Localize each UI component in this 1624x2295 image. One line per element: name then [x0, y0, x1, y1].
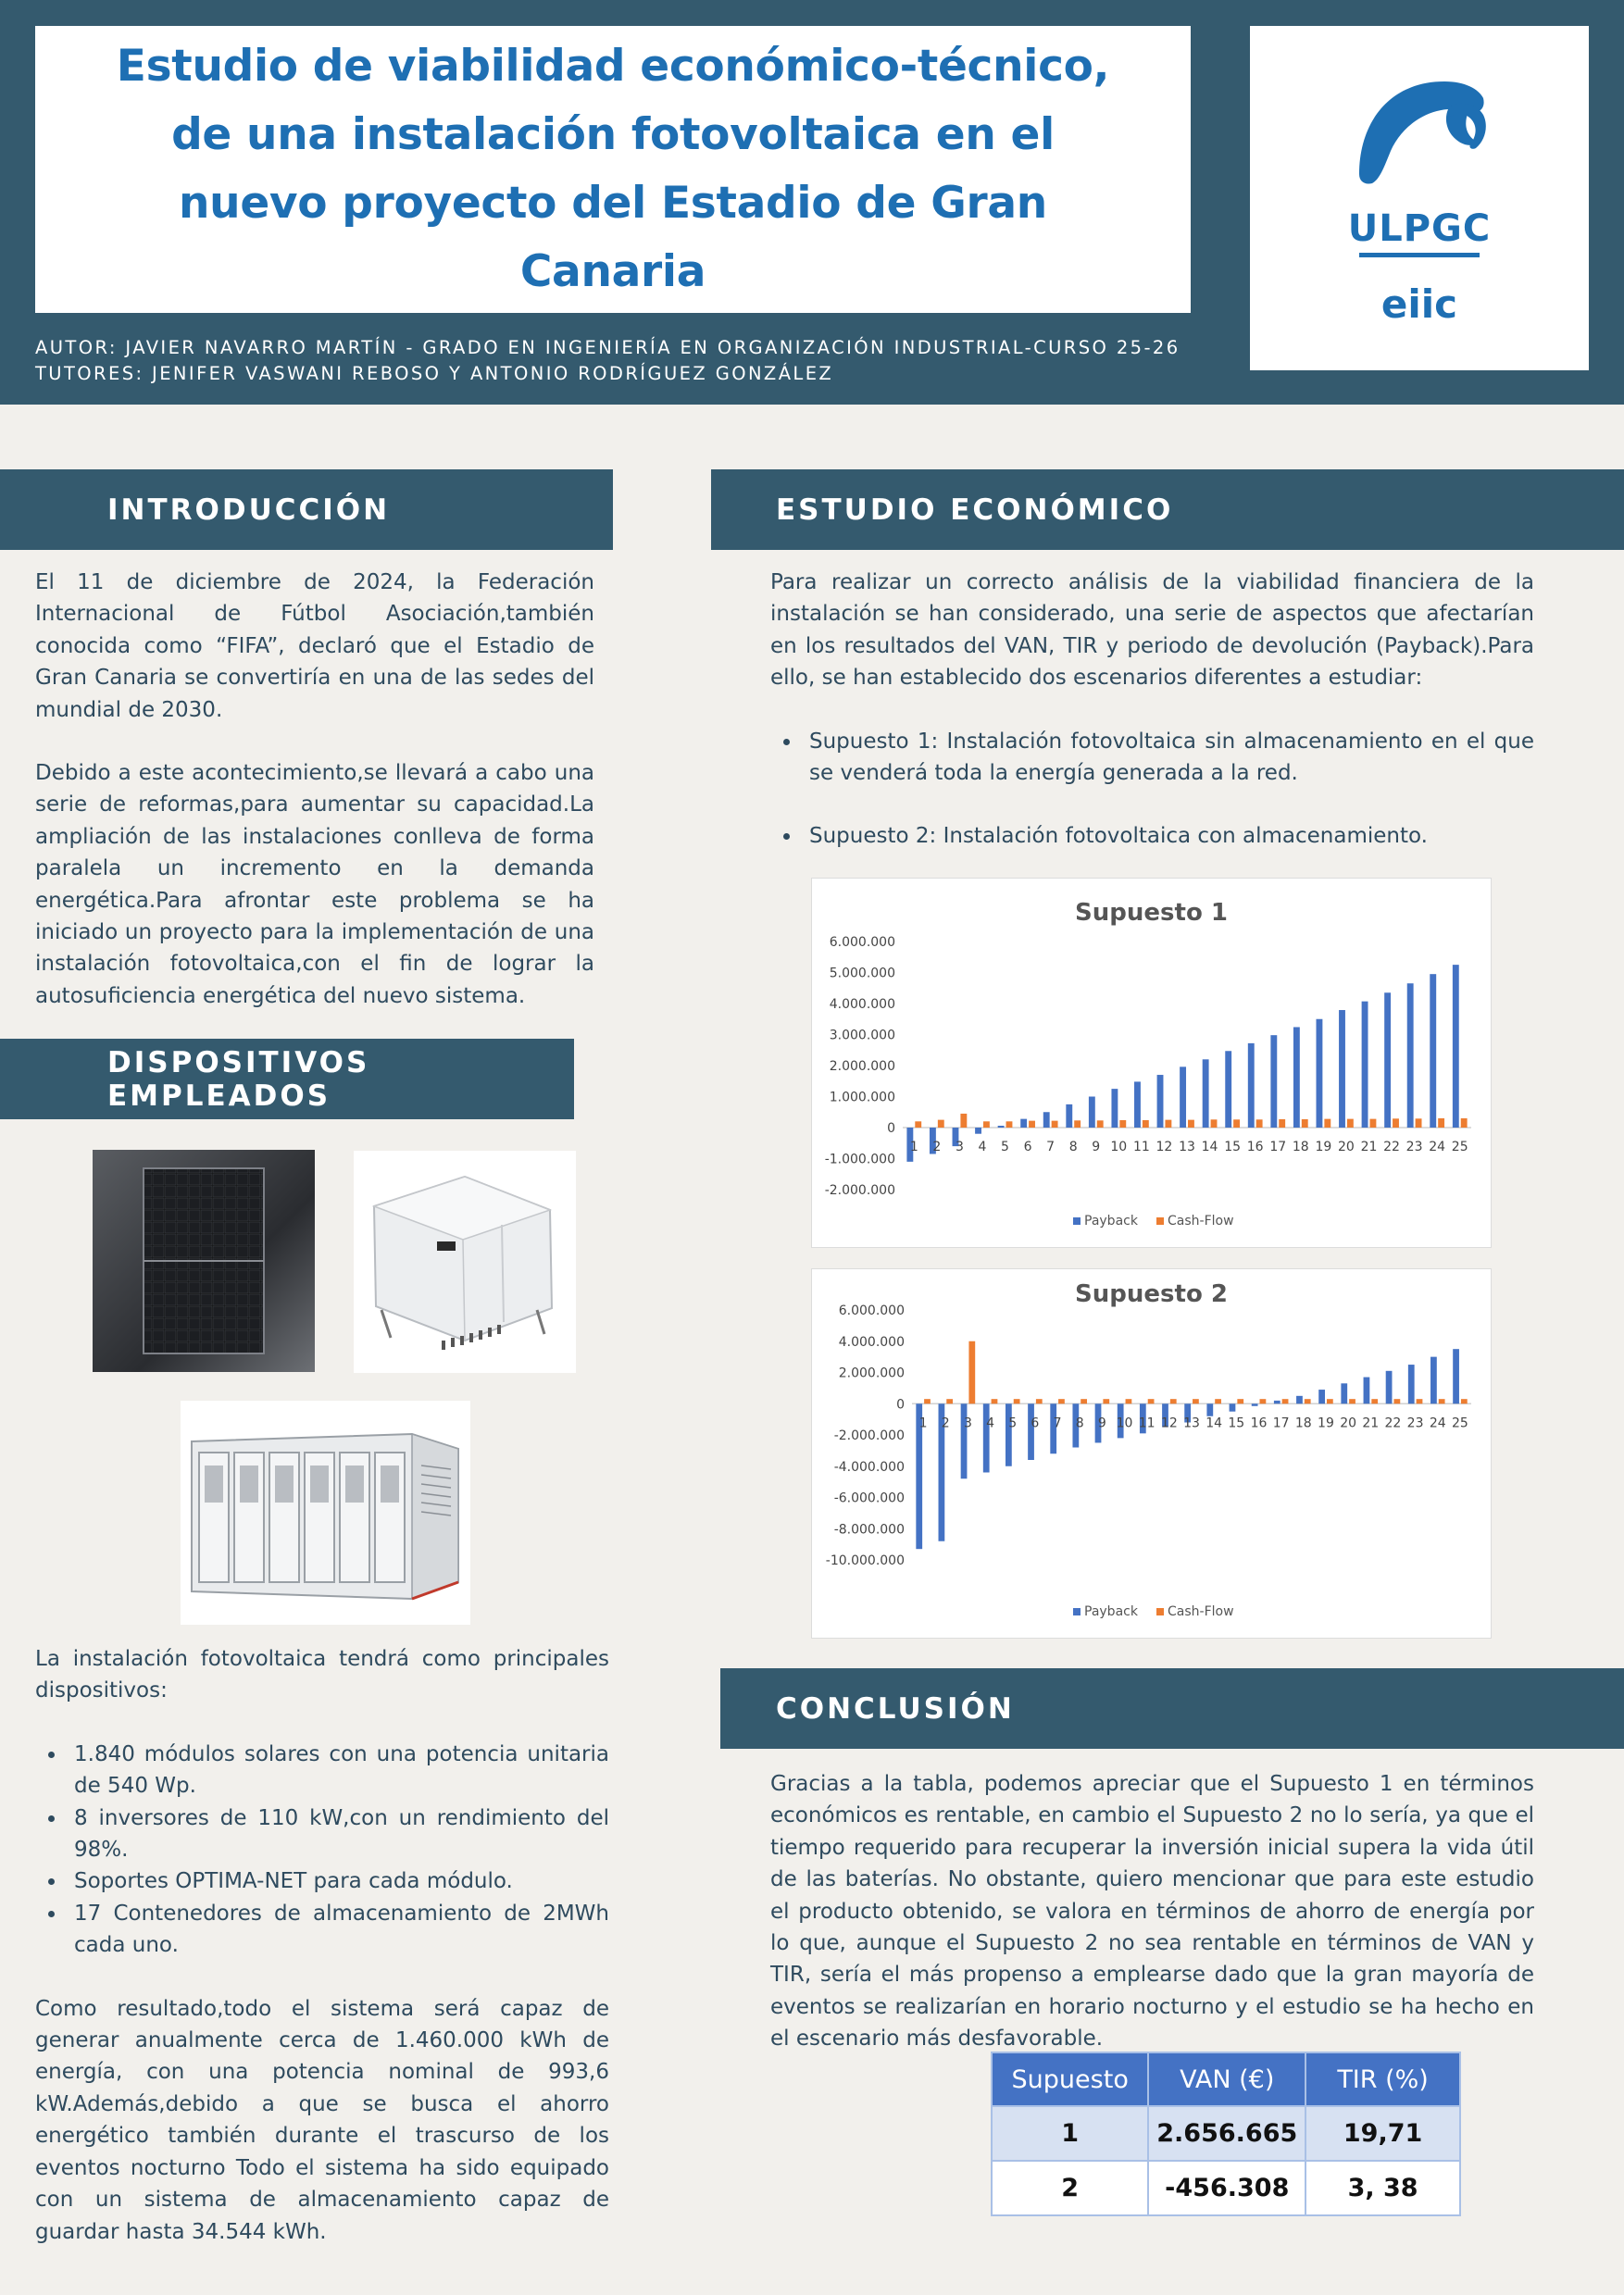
cashflow-bar [1393, 1399, 1400, 1403]
x-tick-label: 15 [1224, 1140, 1242, 1154]
y-tick-label: -10.000.000 [825, 1553, 905, 1568]
cashflow-bar [1279, 1119, 1285, 1128]
x-tick-label: 20 [1338, 1140, 1355, 1154]
devices-list [35, 1739, 609, 1962]
legend-label: Payback [1084, 1604, 1138, 1619]
economic-heading: ESTUDIO ECONÓMICO [776, 493, 1174, 527]
x-tick-label: 18 [1292, 1140, 1309, 1154]
cashflow-bar [1211, 1119, 1218, 1128]
cashflow-bar [1461, 1399, 1468, 1403]
payback-bar [1362, 1002, 1368, 1128]
x-tick-label: 22 [1383, 1140, 1400, 1154]
payback-bar [1225, 1051, 1231, 1128]
payback-bar [1230, 1403, 1236, 1411]
payback-bar [998, 1126, 1005, 1128]
legend-label: Cash-Flow [1168, 1604, 1234, 1619]
payback-bar [1364, 1378, 1370, 1404]
y-tick-label: 2.000.000 [829, 1059, 895, 1074]
device-item: 1.840 módulos solares con una potencia unitaria de 540 Wp. [35, 1739, 609, 1802]
y-tick-label: -1.000.000 [824, 1152, 895, 1167]
solar-panel-icon [93, 1150, 315, 1372]
x-tick-label: 7 [1053, 1416, 1062, 1431]
y-tick-label: 6.000.000 [838, 1303, 905, 1318]
devices-intro: La instalación fotovoltaica tendrá como principales dispositivos: [35, 1647, 609, 1703]
table-header-row [992, 2052, 1460, 2106]
payback-bar [1252, 1403, 1258, 1406]
cashflow-bar [1119, 1120, 1126, 1128]
battery-container-icon [181, 1401, 470, 1625]
y-tick-label: 4.000.000 [829, 997, 895, 1012]
payback-bar [1408, 1365, 1415, 1403]
payback-bar [1206, 1403, 1213, 1416]
cashflow-bar [924, 1399, 931, 1403]
ulpgc-logo [1250, 26, 1589, 370]
chart-2-title: Supuesto 2 [1075, 1280, 1228, 1308]
payback-bar [1203, 1059, 1209, 1128]
x-tick-label: 15 [1228, 1416, 1245, 1431]
economic-heading-bar [711, 469, 1624, 550]
x-tick-label: 14 [1206, 1416, 1223, 1431]
legend-label: Cash-Flow [1168, 1214, 1234, 1229]
x-tick-label: 8 [1075, 1416, 1084, 1431]
payback-bar [1043, 1112, 1050, 1128]
x-tick-label: 18 [1294, 1416, 1312, 1431]
devices-text [35, 1643, 609, 2248]
cashflow-bar [992, 1399, 998, 1403]
x-tick-label: 13 [1179, 1140, 1195, 1154]
y-tick-label: 3.000.000 [829, 1028, 895, 1043]
x-tick-label: 11 [1132, 1140, 1150, 1154]
y-tick-label: -2.000.000 [824, 1183, 895, 1198]
payback-bar [983, 1403, 990, 1472]
x-tick-label: 10 [1110, 1140, 1128, 1154]
payback-bar [1341, 1383, 1347, 1403]
x-tick-label: 10 [1116, 1416, 1133, 1431]
authors-block [35, 335, 1202, 387]
cashflow-bar [1215, 1399, 1221, 1403]
chart-plot [812, 879, 1493, 1249]
payback-bar [1134, 1081, 1141, 1128]
payback-bar [1386, 1371, 1393, 1403]
payback-bar [1028, 1403, 1034, 1460]
scenario-item-2: Supuesto 2: Instalación fotovoltaica con almacenamiento. [770, 820, 1534, 852]
x-tick-label: 6 [1031, 1416, 1040, 1431]
cashflow-bar [946, 1399, 953, 1403]
x-tick-label: 17 [1269, 1140, 1287, 1154]
solar-panel-image [93, 1150, 315, 1372]
scenario-item-1: Supuesto 1: Instalación fotovoltaica sin almacenamiento en el que se venderá toda la energía generada a la red. [770, 726, 1534, 790]
table-header: TIR (%) [1305, 2052, 1460, 2106]
table-cell: 1 [992, 2106, 1148, 2161]
x-tick-label: 19 [1318, 1416, 1334, 1431]
x-tick-label: 9 [1092, 1140, 1101, 1154]
x-tick-label: 17 [1272, 1416, 1290, 1431]
x-tick-label: 23 [1405, 1140, 1423, 1154]
cashflow-bar [960, 1114, 967, 1128]
scenario-list [770, 726, 1534, 853]
payback-bar [1020, 1119, 1027, 1128]
payback-bar [1293, 1027, 1300, 1128]
cashflow-bar [1148, 1399, 1155, 1403]
cashflow-bar [1324, 1119, 1330, 1128]
author-line: AUTOR: JAVIER NAVARRO MARTÍN - GRADO EN INGENIERÍA EN ORGANIZACIÓN INDUSTRIAL-CURSO 25-26 [35, 337, 1181, 358]
cashflow-bar [1058, 1399, 1065, 1403]
cashflow-bar [1256, 1119, 1263, 1128]
payback-bar [1296, 1396, 1303, 1403]
legend-swatch [1073, 1217, 1081, 1225]
y-tick-label: 1.000.000 [829, 1090, 895, 1105]
x-tick-label: 21 [1360, 1140, 1378, 1154]
chart-1-title: Supuesto 1 [1075, 899, 1228, 927]
table-cell: -456.308 [1148, 2161, 1305, 2215]
cashflow-bar [1029, 1121, 1035, 1128]
y-tick-label: 6.000.000 [829, 935, 895, 950]
x-tick-label: 13 [1183, 1416, 1200, 1431]
legend-swatch [1156, 1217, 1164, 1225]
title-box [35, 26, 1191, 313]
economic-paragraph: Para realizar un correcto análisis de la viabilidad financiera de la instalación se han considerado, una serie de aspectos que afectarían en los resultados del VAN, TIR y periodo de devolución (Payback).Para ello, se han establecido dos escenarios diferentes a estudiar: [770, 570, 1534, 691]
x-tick-label: 16 [1250, 1416, 1268, 1431]
y-tick-label: 2.000.000 [838, 1366, 905, 1381]
y-tick-label: -2.000.000 [833, 1428, 905, 1443]
battery-container-image [181, 1401, 470, 1625]
payback-bar [1111, 1089, 1118, 1128]
y-tick-label: 0 [887, 1121, 895, 1136]
table-cell: 19,71 [1305, 2106, 1460, 2161]
x-tick-label: 24 [1429, 1416, 1446, 1431]
header-banner [0, 0, 1624, 405]
cashflow-bar [915, 1121, 921, 1128]
y-tick-label: -8.000.000 [833, 1522, 905, 1538]
chart-supuesto-2 [811, 1268, 1492, 1639]
intro-heading-bar [0, 469, 613, 550]
x-tick-label: 16 [1246, 1140, 1264, 1154]
payback-bar [1317, 1019, 1323, 1128]
cashflow-bar [1193, 1399, 1199, 1403]
payback-bar [1453, 965, 1459, 1128]
x-tick-label: 9 [1097, 1416, 1106, 1431]
x-tick-label: 12 [1160, 1416, 1178, 1431]
legend-swatch [1073, 1608, 1081, 1615]
cashflow-bar [1188, 1120, 1194, 1128]
cashflow-bar [1347, 1119, 1354, 1128]
cashflow-bar [1438, 1118, 1444, 1128]
payback-bar [1407, 983, 1414, 1128]
cashflow-bar [1305, 1399, 1311, 1403]
x-tick-label: 1 [918, 1416, 928, 1431]
logo-text: ULPGC [1347, 207, 1492, 250]
x-tick-label: 20 [1340, 1416, 1357, 1431]
y-tick-label: 4.000.000 [838, 1334, 905, 1350]
cashflow-bar [1233, 1119, 1240, 1128]
ulpgc-emblem-icon [1250, 26, 1589, 370]
cashflow-bar [1416, 1118, 1422, 1128]
cashflow-bar [968, 1341, 975, 1404]
table-cell: 3, 38 [1305, 2161, 1460, 2215]
cashflow-bar [1349, 1399, 1355, 1403]
payback-bar [1066, 1104, 1072, 1128]
logo-subtext: eiic [1380, 281, 1458, 327]
devices-heading: DISPOSITIVOS EMPLEADOS [107, 1045, 370, 1113]
cashflow-bar [1327, 1399, 1333, 1403]
results-table [991, 2052, 1461, 2216]
cashflow-bar [1097, 1120, 1104, 1128]
y-tick-label: -4.000.000 [833, 1459, 905, 1475]
table-row [992, 2161, 1460, 2215]
table-cell: 2.656.665 [1148, 2106, 1305, 2161]
poster-title: Estudio de viabilidad económico-técnico, de una instalación fotovoltaica en el nuevo proyecto del Estadio de Gran Canaria [116, 41, 1110, 297]
x-tick-label: 25 [1452, 1416, 1468, 1431]
x-tick-label: 23 [1406, 1416, 1424, 1431]
x-tick-label: 5 [1001, 1140, 1009, 1154]
payback-bar [975, 1128, 981, 1134]
chart-plot [812, 1269, 1493, 1640]
inverter-icon [354, 1151, 576, 1373]
table-header: Supuesto [992, 2052, 1148, 2106]
x-tick-label: 2 [941, 1416, 950, 1431]
payback-bar [1384, 992, 1391, 1128]
cashflow-bar [1052, 1121, 1058, 1128]
cashflow-bar [1006, 1121, 1013, 1128]
intro-paragraph-1: El 11 de diciembre de 2024, la Federación Internacional de Fútbol Asociación,también conocida como “FIFA”, declaró que el Estadio de Gran Canaria se convertiría en una de las sedes del mundial de 2030. [35, 570, 594, 722]
x-tick-label: 1 [909, 1140, 918, 1154]
x-tick-label: 22 [1384, 1416, 1402, 1431]
tutors-line: TUTORES: JENIFER VASWANI REBOSO Y ANTONIO RODRÍGUEZ GONZÁLEZ [35, 363, 834, 384]
table-row [992, 2106, 1460, 2161]
x-tick-label: 12 [1156, 1140, 1173, 1154]
cashflow-bar [1369, 1119, 1376, 1128]
device-item: 8 inversores de 110 kW,con un rendimiento del 98%. [35, 1802, 609, 1866]
cashflow-bar [1036, 1399, 1043, 1403]
x-tick-label: 3 [955, 1140, 964, 1154]
devices-heading-bar [0, 1039, 574, 1119]
payback-bar [1274, 1401, 1280, 1403]
x-tick-label: 24 [1429, 1140, 1446, 1154]
conclusion-heading-bar [720, 1668, 1624, 1749]
x-tick-label: 6 [1023, 1140, 1032, 1154]
cashflow-bar [1165, 1120, 1171, 1128]
device-item: Soportes OPTIMA-NET para cada módulo. [35, 1865, 609, 1897]
legend-swatch [1156, 1608, 1164, 1615]
x-tick-label: 11 [1138, 1416, 1156, 1431]
cashflow-bar [1103, 1399, 1109, 1403]
x-tick-label: 2 [932, 1140, 942, 1154]
payback-bar [1248, 1043, 1255, 1128]
cashflow-bar [1371, 1399, 1378, 1403]
cashflow-bar [1417, 1399, 1423, 1403]
intro-paragraph-2: Debido a este acontecimiento,se llevará a cabo una serie de reformas,para aumentar su capacidad.La ampliación de las instalaciones conlleva de forma paralela un incremento en la demanda energética.Para afrontar este problema se ha iniciado un proyecto para la implementación de una instalación fotovoltaica,con el fin de lograr la autosuficiencia energética del nuevo sistema. [35, 761, 594, 1008]
cashflow-bar [1081, 1399, 1087, 1403]
cashflow-bar [1260, 1399, 1267, 1403]
cashflow-bar [1014, 1399, 1020, 1403]
payback-bar [1006, 1403, 1012, 1466]
cashflow-bar [1282, 1399, 1289, 1403]
y-tick-label: -6.000.000 [833, 1491, 905, 1506]
payback-bar [1180, 1066, 1186, 1128]
x-tick-label: 7 [1046, 1140, 1056, 1154]
x-tick-label: 21 [1362, 1416, 1380, 1431]
x-tick-label: 8 [1068, 1140, 1078, 1154]
payback-bar [1318, 1390, 1325, 1403]
device-item: 17 Contenedores de almacenamiento de 2MWh cada uno. [35, 1898, 609, 1962]
conclusion-heading: CONCLUSIÓN [776, 1691, 1015, 1726]
table-header: VAN (€) [1148, 2052, 1305, 2106]
cashflow-bar [1461, 1118, 1468, 1128]
economic-text [770, 567, 1534, 853]
conclusion-text: Gracias a la tabla, podemos apreciar que el Supuesto 1 en términos económicos es rentable, en cambio el Supuesto 2 no lo sería, ya que el tiempo requerido para recuperar la inversión inicial supera la vida útil de las baterías. No obstante, quiero mencionar que para este estudio el producto obtenido, se valora en términos de ahorro de energía por lo que, aunque el Supuesto 2 no sea rentable en términos de VAN y TIR, sería el más propenso a emplearse dado que la gran mayoría de eventos se realizarían en horario nocturno y el estudio se ha hecho en el escenario más desfavorable. [770, 1772, 1534, 2052]
payback-bar [1089, 1097, 1095, 1129]
payback-bar [1430, 974, 1436, 1128]
x-tick-label: 3 [963, 1416, 972, 1431]
payback-bar [1339, 1010, 1345, 1128]
cashflow-bar [1143, 1120, 1149, 1128]
y-tick-label: 0 [896, 1397, 905, 1413]
cashflow-bar [1237, 1399, 1243, 1403]
x-tick-label: 4 [986, 1416, 995, 1431]
inverter-image [354, 1151, 576, 1373]
chart-supuesto-1 [811, 878, 1492, 1248]
x-tick-label: 5 [1008, 1416, 1018, 1431]
intro-text [35, 567, 594, 1012]
cashflow-bar [1302, 1119, 1308, 1128]
x-tick-label: 4 [978, 1140, 987, 1154]
y-tick-label: 5.000.000 [829, 966, 895, 981]
payback-bar [1157, 1075, 1164, 1128]
table-cell: 2 [992, 2161, 1148, 2215]
intro-heading: INTRODUCCIÓN [107, 493, 391, 527]
cashflow-bar [1074, 1120, 1081, 1128]
cashflow-bar [938, 1120, 944, 1128]
devices-result: Como resultado,todo el sistema será capaz de generar anualmente cerca de 1.460.000 kWh de energía, con una potencia nominal de 993,6 kW.Además,debido a que se busca el ahorro energético también durante el trascurso de los eventos nocturno Todo el sistema ha sido equipado con un sistema de almacenamiento capaz de guardar hasta 34.544 kWh. [35, 1996, 609, 2244]
x-tick-label: 14 [1201, 1140, 1218, 1154]
payback-bar [1453, 1349, 1459, 1403]
legend-label: Payback [1084, 1214, 1138, 1229]
cashflow-bar [1126, 1399, 1132, 1403]
cashflow-bar [1393, 1118, 1399, 1128]
payback-bar [1430, 1357, 1437, 1404]
payback-bar [1270, 1035, 1277, 1128]
x-tick-label: 19 [1315, 1140, 1332, 1154]
cashflow-bar [1170, 1399, 1177, 1403]
cashflow-bar [1439, 1399, 1445, 1403]
cashflow-bar [983, 1121, 990, 1128]
x-tick-label: 25 [1451, 1140, 1468, 1154]
